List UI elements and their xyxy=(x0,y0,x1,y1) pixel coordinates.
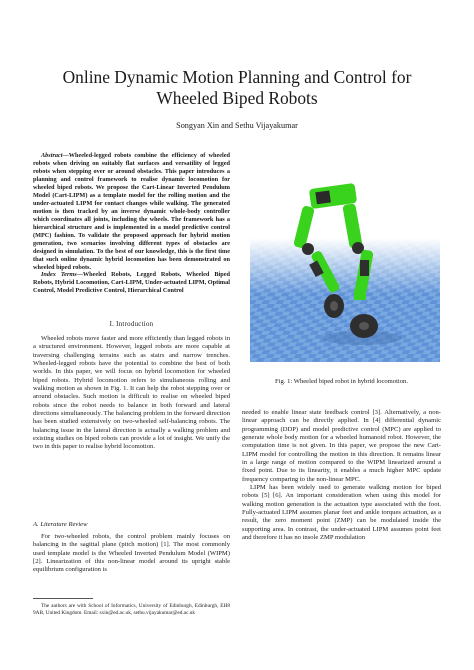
footnote: The authors are with School of Informatics, University of Edinburgh, Edinburgh, EH8 9AB, United Kingdom. Email: sxin@ed.ac.uk, sethu.vijayakumar@ed.ac.uk xyxy=(33,603,230,616)
intro-paragraph: Wheeled robots move faster and more efficiently than legged robots in a structured environment. However, legged robots are more capable at traversing challenging terrains such as stairs and narrow trenches. Wheeled-legged robots have the potential to combine the best of both worlds. In this paper, we will focus on hybrid locomotion for wheeled biped robots. Hybrid locomotion refers to simultaneous rolling and walking motion as shown in Fig. 1. It can help the robot stepping over or around obstacles. Such motion is difficult to realise on wheeled biped robots since the robot needs to balance in both forward and lateral directions simultaneously. The balancing problem in the forward direction has been studied extensively on two-wheeled self-balancing robots. The balancing issue in the lateral direction is actually a walking problem and existing studies on biped robots can provide a lot of insight. We unify the two in this paper to realise hybrid locomotion. xyxy=(33,335,230,451)
abstract-text: Wheeled-legged robots combine the efficiency of wheeled robots when driving on suitably flat surfaces and versatility of legged robots when stepping over or around obstacles. This paper introduces a planning and control framework to realise dynamic locomotion for wheeled biped robots. We propose the Cart-Linear Inverted Pendulum Model (Cart-LIPM) as a template model for the rolling motion and the under-actuated LIPM for contact changes while walking. The generated motion is then tracked by an inverse dynamic whole-body controller which coordinates all joints, including the wheels. The framework has a hierarchical structure and is implemented in a model predictive control (MPC) fashion. To validate the proposed approach for hybrid motion generation, two scenarios involving different types of obstacles are designed in simulation. To the best of our knowledge, this is the first time that such online dynamic hybrid locomotion has been demonstrated on wheeled biped robots. xyxy=(33,152,230,271)
footnote-divider xyxy=(33,598,93,599)
abstract: Abstract—Wheeled-legged robots combine the efficiency of wheeled robots when driving on suitably flat surfaces and versatility of legged robots when stepping over or around obstacles. This paper introduces a planning and control framework to realise dynamic locomotion for wheeled biped robots. We propose the Cart-Linear Inverted Pendulum Model (Cart-LIPM) as a template model for the rolling motion and the under-actuated LIPM for contact changes while walking. The generated motion is then tracked by an inverse dynamic whole-body controller which coordinates all joints, including the wheels. The framework has a hierarchical structure and is implemented in a model predictive control (MPC) fashion. To validate the proposed approach for hybrid motion generation, two scenarios involving different types of obstacles are designed in simulation. To the best of our knowledge, this is the first time that such online dynamic hybrid locomotion has been demonstrated on wheeled biped robots. xyxy=(33,152,230,271)
index-terms: Index Terms—Wheeled Robots, Legged Robots, Wheeled Biped Robots, Hybrid Locomotion, Cart-LIPM, Under-actuated LIPM, Optimal Control, Model Predictive Control, Hierarchical Control xyxy=(33,271,230,294)
right-paragraph-1: needed to enable linear state feedback control [3]. Alternatively, a non-linear approach can be directly applied. In [4] differential dynamic programming (DDP) and model predictive control (MPC) are applied to generate whole body motion for a wheeled humanoid robot. However, the computation time is not given. In this paper, we propose the new Cart-LIPM model for controlling the motion in this direction. It remains linear in a large range of motion compared to the WIPM linearized around a fixed point. Due to its linearity, it enables a much higher MPC update frequency comparing to the non-linear MPC. xyxy=(242,409,441,483)
figure-caption: Fig. 1: Wheeled biped robot in hybrid locomotion. xyxy=(274,378,409,385)
figure-robot-render xyxy=(250,150,440,362)
index-terms-label: Index Terms xyxy=(41,271,77,278)
right-paragraph-2: LIPM has been widely used to generate walking motion for biped robots [5] [6]. An important consideration when using this model for walking motion generation is the actuation type associated with the foot. Fully-actuated LIPM assumes planar feet and ankle torques actuation, as a result, the zero moment point (ZMP) can be modulated inside the supporting area. In contrast, the under-actuated LIPM assumes point feet and therefore it has no insole ZMP modulation xyxy=(242,484,441,542)
title-line-2: Wheeled Biped Robots xyxy=(156,88,318,108)
abstract-label: Abstract xyxy=(41,152,63,159)
section-heading-introduction: I. Introduction xyxy=(109,321,154,328)
subsection-heading-literature-review: A. Literature Review xyxy=(33,521,88,528)
authors: Songyan Xin and Sethu Vijayakumar xyxy=(176,121,298,130)
robot-illustration xyxy=(250,150,440,362)
right-column-body xyxy=(242,409,441,543)
literature-paragraph: For two-wheeled robots, the control problem mainly focuses on balancing in the sagittal plane (pitch motion) [1]. The most commonly used template model is the Wheeled Inverted Pendulum Model (WIPM) [2]. Linearization of this non-linear model around its upright stable equilibrium configuration is xyxy=(33,533,230,574)
paper-title xyxy=(20,67,454,109)
title-line-1: Online Dynamic Motion Planning and Control for xyxy=(62,67,412,87)
index-terms-text: Wheeled Robots, Legged Robots, Wheeled Biped Robots, Hybrid Locomotion, Cart-LIPM, Under-actuated LIPM, Optimal Control, Model Predictive Control, Hierarchical Control xyxy=(33,271,230,294)
literature-review-body xyxy=(33,533,230,575)
intro-body xyxy=(33,335,230,452)
